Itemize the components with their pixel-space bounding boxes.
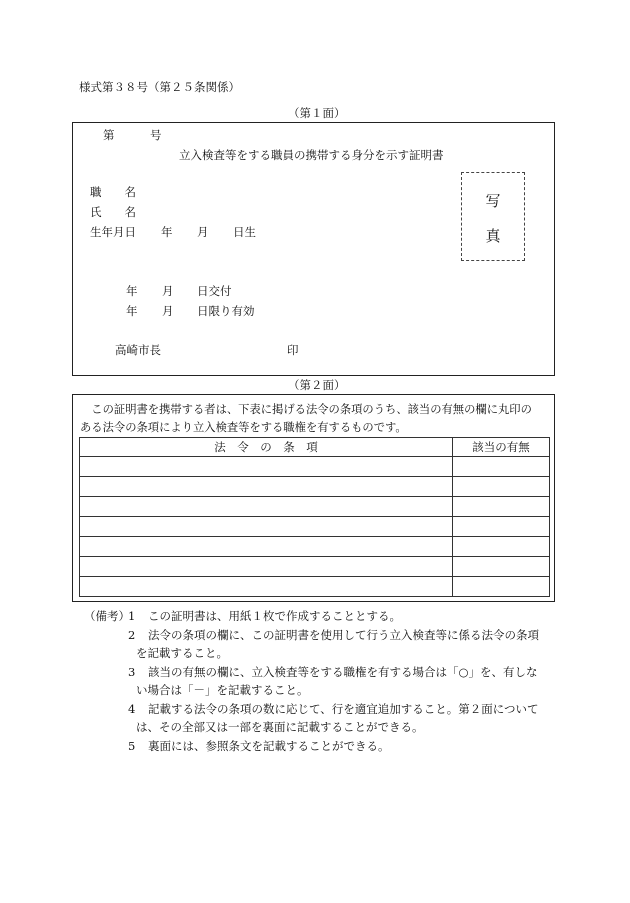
table-row xyxy=(80,477,550,497)
table-row xyxy=(80,577,550,597)
form-number: 様式第３８号（第２５条関係） xyxy=(79,80,240,94)
valid-year: 年 xyxy=(126,304,138,318)
applicable-header: 該当の有無 xyxy=(453,438,550,457)
table-row xyxy=(80,557,550,577)
side1-certificate-box xyxy=(72,122,555,376)
table-row xyxy=(80,457,550,477)
note-text: この証明書は、用紙１枚で作成することとする。 xyxy=(148,609,401,623)
applicable-cell xyxy=(453,577,550,597)
note-number: 5 xyxy=(128,739,136,753)
note-number: 3 xyxy=(128,665,136,679)
dob-day: 日生 xyxy=(233,225,256,239)
valid-month: 月 xyxy=(162,304,174,318)
photo-label-2: 真 xyxy=(485,227,501,245)
valid-until: 日限り有効 xyxy=(197,304,255,318)
note-number: 2 xyxy=(128,628,136,642)
applicable-cell xyxy=(453,517,550,537)
issued-month: 月 xyxy=(162,284,174,298)
note-text-continued: い場合は「－」を記載すること。 xyxy=(136,683,309,697)
position-field-label: 職 名 xyxy=(90,185,136,199)
applicable-cell xyxy=(453,477,550,497)
table-row xyxy=(80,537,550,557)
table-row xyxy=(80,497,550,517)
certificate-number-suffix: 号 xyxy=(150,128,162,142)
law-provision-cell xyxy=(80,497,453,517)
dob-field-label: 生年月日 xyxy=(90,225,136,239)
dob-year: 年 xyxy=(161,225,173,239)
issued-day: 日交付 xyxy=(197,284,232,298)
law-provision-header: 法 令 の 条 項 xyxy=(80,438,453,457)
side2-text-line-2: ある法令の条項により立入検査等をする職権を有するものです。 xyxy=(80,421,407,434)
law-provision-cell xyxy=(80,457,453,477)
applicable-cell xyxy=(453,497,550,517)
side2-label: （第２面） xyxy=(288,378,346,392)
issued-year: 年 xyxy=(126,284,138,298)
certificate-number-prefix: 第 xyxy=(103,128,115,142)
applicable-cell xyxy=(453,457,550,477)
applicable-cell xyxy=(453,537,550,557)
note-text: 記載する法令の条項の数に応じて、行を適宜追加すること。第２面について xyxy=(148,702,539,716)
issuer-mayor: 高崎市長 xyxy=(115,343,161,357)
law-provision-cell xyxy=(80,517,453,537)
law-provision-cell xyxy=(80,577,453,597)
name-field-label: 氏 名 xyxy=(90,205,136,219)
seal-mark: 印 xyxy=(287,343,299,357)
note-text: 該当の有無の欄に、立入検査等をする職権を有する場合は「○」を、有しな xyxy=(148,665,538,679)
dob-month: 月 xyxy=(197,225,209,239)
certificate-title: 立入検査等をする職員の携帯する身分を示す証明書 xyxy=(179,148,444,162)
applicable-cell xyxy=(453,557,550,577)
photo-box xyxy=(461,172,525,261)
note-text: 裏面には、参照条文を記載することができる。 xyxy=(148,739,390,753)
table-header-row xyxy=(80,438,550,457)
law-provision-cell xyxy=(80,477,453,497)
photo-label-1: 写 xyxy=(485,192,501,210)
side1-label: （第１面） xyxy=(288,106,346,120)
note-text-continued: を記載すること。 xyxy=(136,646,228,660)
side2-text-line-1: この証明書を携帯する者は、下表に掲げる法令の条項のうち、該当の有無の欄に丸印の xyxy=(80,403,532,416)
law-provision-cell xyxy=(80,537,453,557)
law-provision-cell xyxy=(80,557,453,577)
notes-label: （備考） xyxy=(84,609,130,623)
note-number: 1 xyxy=(128,609,136,623)
note-number: 4 xyxy=(128,702,136,716)
note-text-continued: は、その全部又は一部を裏面に記載することができる。 xyxy=(136,720,424,734)
note-text: 法令の条項の欄に、この証明書を使用して行う立入検査等に係る法令の条項 xyxy=(148,628,539,642)
law-provisions-table xyxy=(79,437,550,597)
table-row xyxy=(80,517,550,537)
